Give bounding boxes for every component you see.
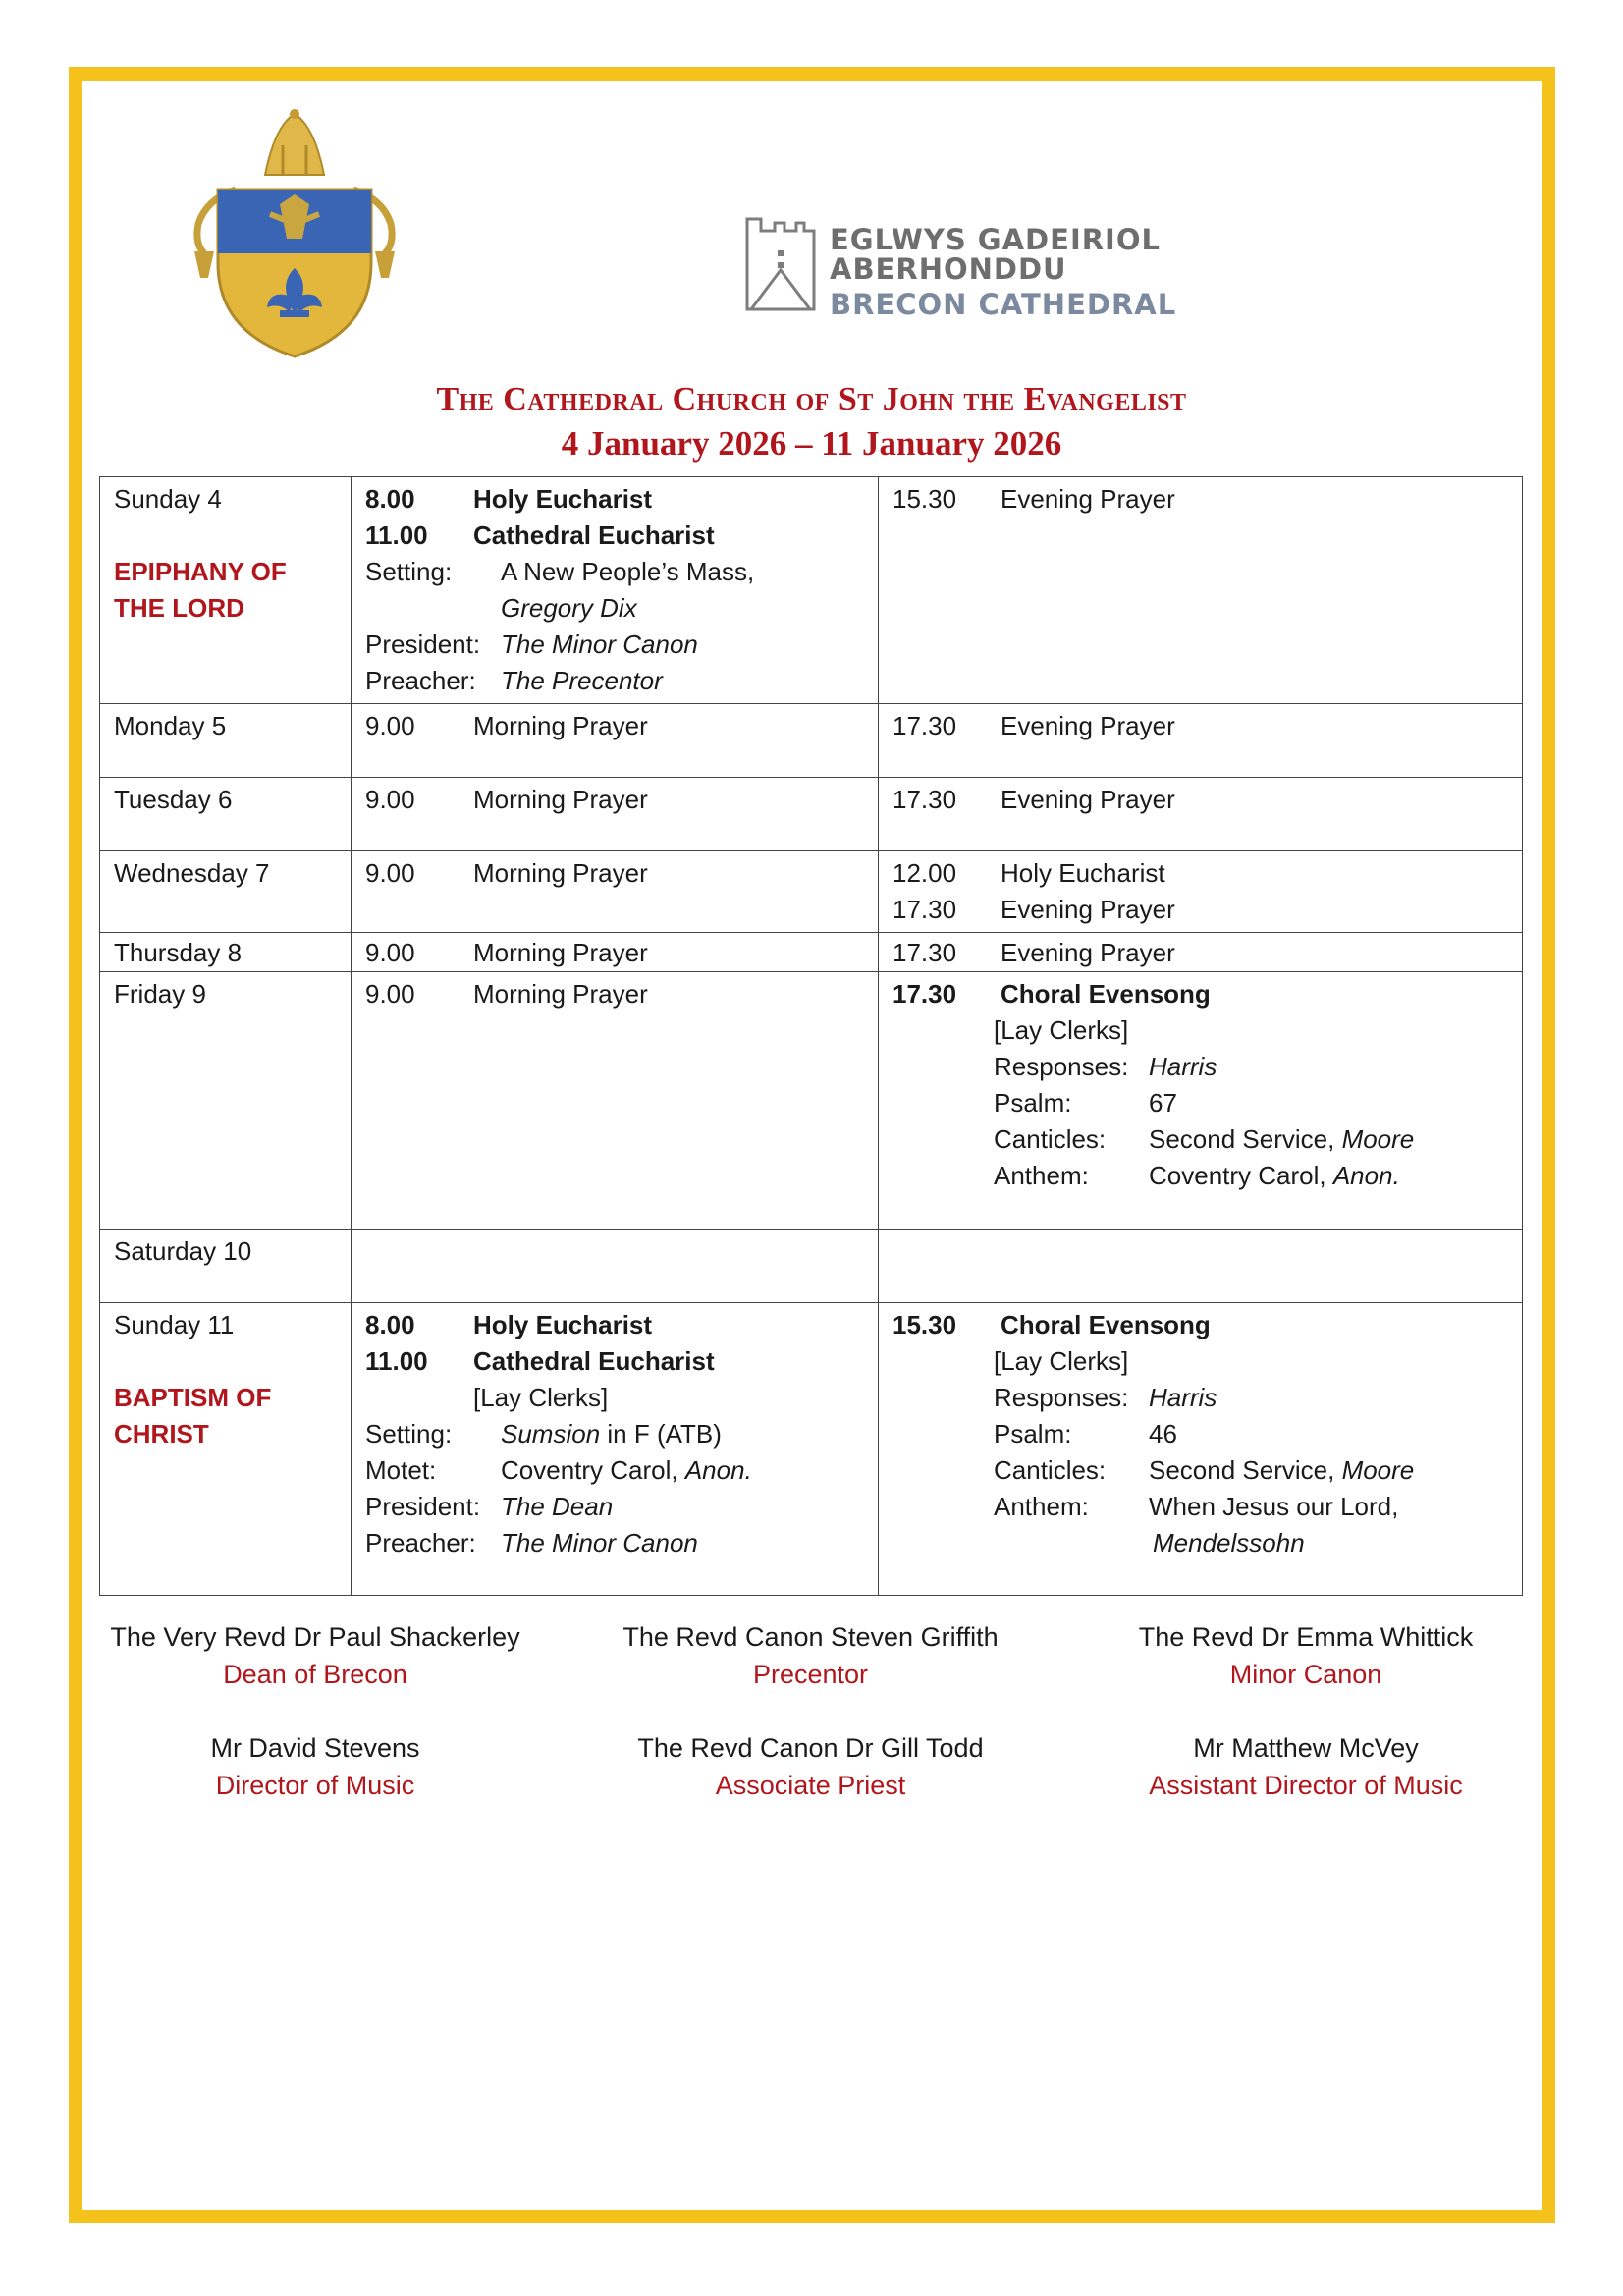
preacher-label: Preacher: <box>365 666 476 695</box>
clergy-entry <box>99 1729 531 1804</box>
canticles-label: Canticles: <box>994 1124 1107 1154</box>
clergy-role: Dean of Brecon <box>223 1660 407 1689</box>
responses-label: Responses: <box>994 1383 1129 1412</box>
service-time: 9.00 <box>365 938 415 967</box>
preacher-value: The Minor Canon <box>501 1528 698 1558</box>
table-row <box>100 1303 1523 1596</box>
day-label: Monday 5 <box>114 711 227 740</box>
service-time: 17.30 <box>893 979 957 1009</box>
setting-label: Setting: <box>365 557 453 586</box>
anthem-value: Coventry Carol, <box>1149 1161 1333 1190</box>
day-label: Thursday 8 <box>114 938 243 967</box>
clergy-entry <box>99 1618 531 1693</box>
table-row <box>100 704 1523 778</box>
service-name: Morning Prayer <box>473 938 648 967</box>
clergy-name: Mr Matthew McVey <box>1193 1733 1419 1763</box>
setting-value: in F (ATB) <box>600 1419 722 1449</box>
psalm-label: Psalm: <box>994 1088 1072 1118</box>
clergy-role: Minor Canon <box>1229 1660 1382 1689</box>
logo-welsh-line1: EGLWYS GADEIRIOL <box>830 223 1161 256</box>
motet-value: Coventry Carol, <box>501 1455 685 1485</box>
logo-welsh-line2: ABERHONDDU <box>830 252 1067 286</box>
preacher-value: The Precentor <box>501 666 663 695</box>
service-name: Cathedral Eucharist <box>473 520 715 550</box>
psalm-value: 46 <box>1149 1419 1177 1449</box>
canticles-composer: Moore <box>1341 1124 1415 1154</box>
clergy-role: Precentor <box>752 1660 869 1689</box>
page-title: The Cathedral Church of St John the Evangelist <box>436 381 1187 417</box>
service-time: 9.00 <box>365 858 415 888</box>
table-row <box>100 972 1523 1230</box>
choir-label: [Lay Clerks] <box>994 1346 1129 1376</box>
day-label: Saturday 10 <box>114 1236 252 1266</box>
president-value: The Minor Canon <box>501 629 698 659</box>
clergy-name: The Revd Dr Emma Whittick <box>1138 1622 1474 1652</box>
clergy-name: Mr David Stevens <box>210 1733 420 1763</box>
clergy-name: The Revd Canon Dr Gill Todd <box>637 1733 984 1763</box>
service-time: 15.30 <box>893 484 957 514</box>
motet-composer: Anon. <box>684 1455 752 1485</box>
service-name: Evening Prayer <box>1001 711 1175 740</box>
service-time: 9.00 <box>365 711 415 740</box>
day-label: Wednesday 7 <box>114 858 270 888</box>
service-name: Morning Prayer <box>473 711 648 740</box>
service-time: 17.30 <box>893 895 957 924</box>
table-row <box>100 477 1523 704</box>
service-name: Morning Prayer <box>473 979 648 1009</box>
service-name: Choral Evensong <box>1001 979 1211 1009</box>
service-time: 8.00 <box>365 484 415 514</box>
clergy-list <box>99 1618 1522 1840</box>
psalm-value: 67 <box>1149 1088 1177 1118</box>
setting-composer: Sumsion <box>501 1419 601 1449</box>
day-cell <box>100 477 352 704</box>
clergy-name: The Very Revd Dr Paul Shackerley <box>110 1622 520 1652</box>
clergy-name: The Revd Canon Steven Griffith <box>622 1622 999 1652</box>
service-time: 12.00 <box>893 858 957 888</box>
day-label: Sunday 11 <box>114 1310 235 1339</box>
logo-english-name: BRECON CATHEDRAL <box>830 288 1177 321</box>
service-name: Choral Evensong <box>1001 1310 1211 1339</box>
anthem-composer: Mendelssohn <box>1153 1528 1305 1558</box>
anthem-label: Anthem: <box>994 1492 1089 1521</box>
day-label: Tuesday 6 <box>114 785 233 814</box>
day-label: Friday 9 <box>114 979 206 1009</box>
service-name: Evening Prayer <box>1001 895 1175 924</box>
canticles-composer: Moore <box>1341 1455 1415 1485</box>
day-label: Sunday 4 <box>114 484 222 514</box>
service-time: 8.00 <box>365 1310 415 1339</box>
service-name: Evening Prayer <box>1001 484 1175 514</box>
service-time: 9.00 <box>365 979 415 1009</box>
responses-value: Harris <box>1149 1052 1217 1081</box>
president-value: The Dean <box>501 1492 614 1521</box>
motet-label: Motet: <box>365 1455 437 1485</box>
service-time: 17.30 <box>893 938 957 967</box>
president-label: President: <box>365 1492 481 1521</box>
service-name: Holy Eucharist <box>473 1310 653 1339</box>
service-name: Holy Eucharist <box>473 484 653 514</box>
canticles-value: Second Service, <box>1149 1455 1342 1485</box>
anthem-value: When Jesus our Lord, <box>1149 1492 1399 1521</box>
clergy-role: Director of Music <box>215 1771 415 1800</box>
setting-label: Setting: <box>365 1419 453 1449</box>
president-label: President: <box>365 629 481 659</box>
feast-label: EPIPHANY OF THE LORD <box>114 557 287 623</box>
responses-label: Responses: <box>994 1052 1129 1081</box>
service-name: Morning Prayer <box>473 785 648 814</box>
feast-label: BAPTISM OF CHRIST <box>114 1383 272 1449</box>
choir-label: [Lay Clerks] <box>994 1015 1129 1045</box>
morning-services-cell <box>352 477 879 704</box>
canticles-label: Canticles: <box>994 1455 1107 1485</box>
service-time: 11.00 <box>365 520 428 550</box>
service-name: Evening Prayer <box>1001 785 1175 814</box>
clergy-entry <box>595 1729 1027 1804</box>
service-time: 17.30 <box>893 785 957 814</box>
clergy-entry <box>595 1618 1027 1693</box>
service-time: 11.00 <box>365 1346 428 1376</box>
responses-value: Harris <box>1149 1383 1217 1412</box>
preacher-label: Preacher: <box>365 1528 476 1558</box>
service-time: 17.30 <box>893 711 957 740</box>
canticles-value: Second Service, <box>1149 1124 1342 1154</box>
clergy-entry <box>1090 1729 1522 1804</box>
anthem-composer: Anon. <box>1332 1161 1400 1190</box>
service-schedule-table <box>99 476 1523 1596</box>
service-name: Evening Prayer <box>1001 938 1175 967</box>
clergy-entry <box>1090 1618 1522 1693</box>
service-time: 15.30 <box>893 1310 957 1339</box>
service-time: 9.00 <box>365 785 415 814</box>
date-range: 4 January 2026 – 11 January 2026 <box>561 424 1062 463</box>
choir-label: [Lay Clerks] <box>473 1383 609 1412</box>
table-row <box>100 933 1523 972</box>
clergy-role: Assistant Director of Music <box>1149 1771 1463 1800</box>
setting-value: A New People’s Mass, <box>501 557 755 586</box>
table-row <box>100 851 1523 933</box>
anthem-label: Anthem: <box>994 1161 1089 1190</box>
service-name: Cathedral Eucharist <box>473 1346 715 1376</box>
diocese-crest-logo <box>187 106 403 361</box>
psalm-label: Psalm: <box>994 1419 1072 1449</box>
table-row <box>100 778 1523 851</box>
brecon-cathedral-logo <box>741 211 1183 319</box>
tower-icon <box>741 211 820 314</box>
service-name: Morning Prayer <box>473 858 648 888</box>
clergy-role: Associate Priest <box>715 1771 906 1800</box>
service-name: Holy Eucharist <box>1001 858 1165 888</box>
evening-services-cell <box>879 477 1523 704</box>
table-row <box>100 1230 1523 1303</box>
setting-composer: Gregory Dix <box>501 593 637 623</box>
